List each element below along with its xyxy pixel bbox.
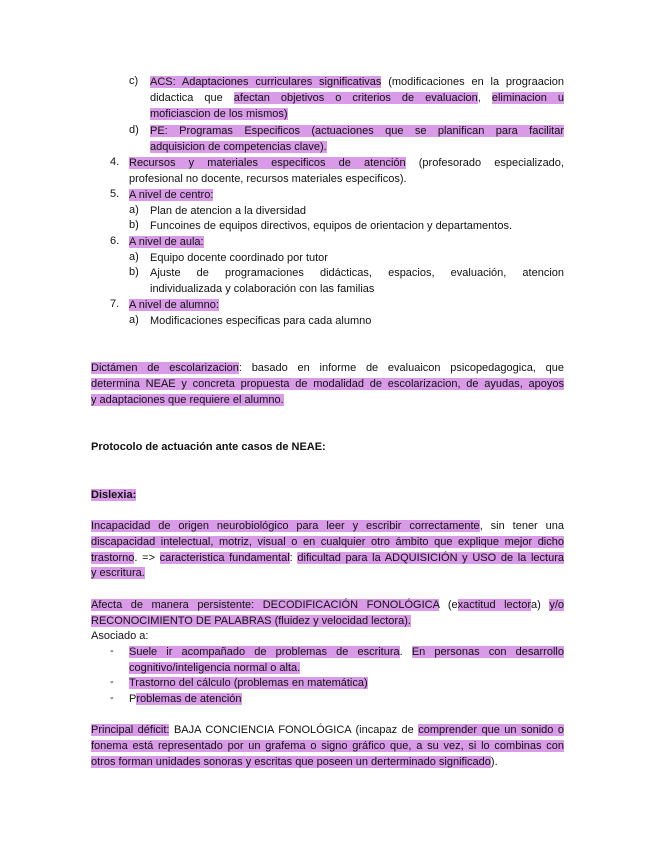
asociado-bullet-1-line-1: Suele ir acompañado de problemas de escritura. En personas con desarrollo: [129, 646, 564, 658]
item-6b-line-1: Ajuste de programaciones didácticas, espacios, evaluación, atencion: [150, 267, 564, 279]
item-7a-text: Modificaciones especificas para cada alumno: [150, 315, 372, 327]
dislexia-p1-line-4: y escritura.: [91, 567, 145, 579]
item-6a-text: Equipo docente coordinado por tutor: [150, 252, 328, 264]
dictamen-line-1: Dictámen de escolarizacion: basado en informe de evaluaicon psicopedagogica, que: [91, 362, 564, 374]
item-5b-text: Funcoines de equipos directivos, equipos de orientacion y departamentos.: [150, 220, 513, 232]
item-6b-line-2: individualizada y colaboración con las familias: [150, 283, 375, 295]
asociado-label: Asociado a:: [91, 630, 149, 642]
acs-line-2: didactica que afectan objetivos o criterios de evaluacion, eliminacion u: [150, 92, 564, 104]
dislexia-p3-line-2: fonema está representado por un grafema o signo gráfico que, a su vez, si lo combinas con: [91, 740, 564, 752]
item-5a-marker: a): [129, 204, 139, 216]
item-6-label: A nivel de aula:: [129, 236, 204, 248]
dislexia-p3-line-1: Principal déficit: BAJA CONCIENCIA FONOLÓGICA (incapaz de comprender que un sonido o: [91, 724, 565, 736]
dislexia-p1-line-3: trastorno. => caracteristica fundamental: dificultad para la ADQUISICIÓN y USO de la lectura: [91, 552, 564, 564]
item-5b-marker: b): [129, 219, 139, 231]
dictamen-line-2: determina NEAE y concreta propuesta de modalidad de escolarizacion, de ayudas, apoyos: [91, 378, 564, 390]
dislexia-heading: Dislexia:: [91, 489, 137, 501]
asociado-bullet-2: Trastorno del cálculo (problemas en matemática): [129, 677, 368, 689]
pe-line-2: adquisicion de competencias clave).: [150, 141, 327, 153]
list-marker-c: c): [129, 75, 139, 87]
asociado-bullet-1-line-2: cognitivo/inteligencia normal o alta.: [129, 662, 301, 674]
item-5-label: A nivel de centro:: [129, 189, 214, 201]
item-4-line-1: Recursos y materiales especificos de atención (profesorado especializado,: [129, 157, 564, 169]
item-5a-text: Plan de atencion a la diversidad: [150, 205, 306, 217]
item-6-marker: 6.: [110, 235, 120, 247]
item-5-marker: 5.: [110, 188, 120, 200]
bullet-dash-3: -: [110, 692, 114, 704]
item-4-marker: 4.: [110, 156, 120, 168]
item-6b-marker: b): [129, 266, 139, 278]
item-4-line-2: profesional no docente, recursos materiales especificos).: [129, 173, 407, 185]
protocolo-heading: Protocolo de actuación ante casos de NEAE:: [91, 441, 326, 453]
bullet-dash-2: -: [110, 676, 114, 688]
dislexia-p2-line-1: Afecta de manera persistente: DECODIFICACIÓN FONOLÓGICA (exactitud lectora) y/o: [91, 599, 565, 611]
dislexia-p3-line-3: otros forman unidades sonoras y escritas que poseen un derterminado significado).: [91, 756, 498, 768]
pe-line-1: PE: Programas Especificos (actuaciones que se planifican para facilitar: [150, 125, 564, 137]
asociado-bullet-3: Problemas de atención: [129, 693, 242, 705]
item-7a-marker: a): [129, 314, 139, 326]
dislexia-p1-line-2: discapacidad intelectual, motriz, visual o en cualquier otro ámbito que explique mejor dicho: [91, 536, 564, 548]
acs-line-3: moficiascion de los mismos): [150, 108, 288, 120]
bullet-dash-1: -: [110, 645, 114, 657]
item-6a-marker: a): [129, 251, 139, 263]
acs-line-1: ACS: Adaptaciones curriculares significativas (modificaciones en la prograacion: [150, 76, 564, 88]
item-7-label: A nivel de alumno:: [129, 299, 219, 311]
dislexia-p2-line-2: RECONOCIMIENTO DE PALABRAS (fluidez y velocidad lectora).: [91, 615, 411, 627]
list-marker-d: d): [129, 124, 139, 136]
item-7-marker: 7.: [110, 298, 120, 310]
dictamen-line-3: y adaptaciones que requiere el alumno.: [91, 394, 284, 406]
dislexia-p1-line-1: Incapacidad de origen neurobiológico para leer y escribir correctamente, sin tener una: [91, 520, 564, 532]
